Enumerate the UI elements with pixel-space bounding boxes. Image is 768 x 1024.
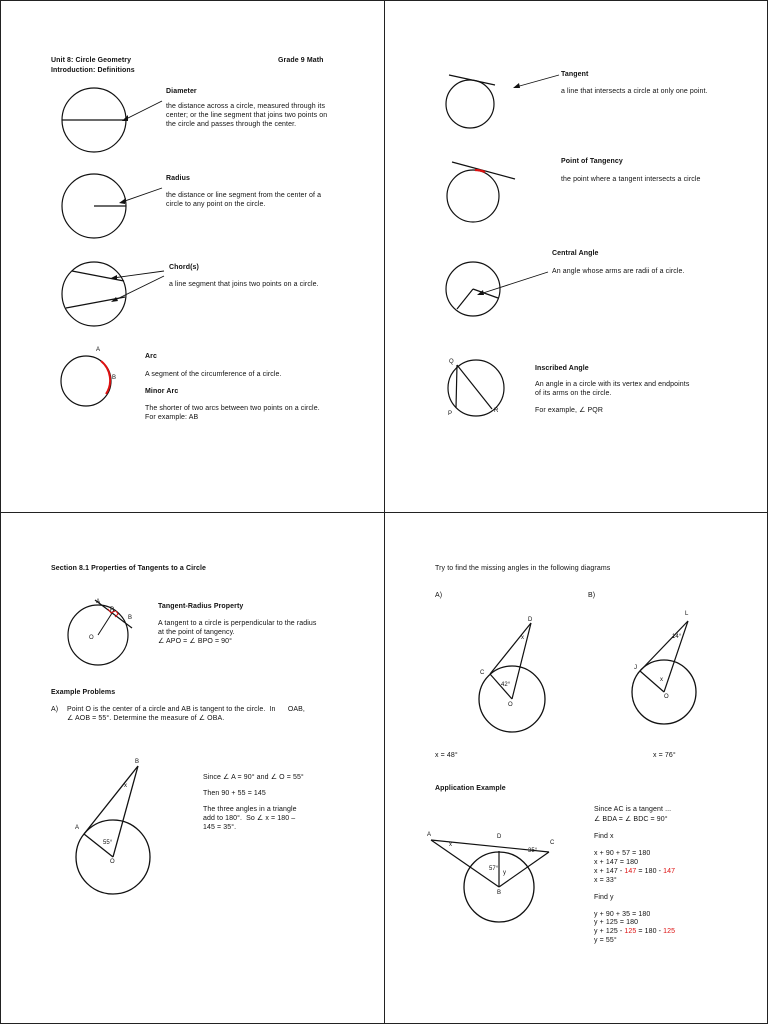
property-text: A tangent to a circle is perpendicular to the radius at the point of tangency. — [158, 620, 317, 636]
diameter-figure — [62, 88, 162, 152]
page-definitions-1 — [0, 0, 385, 513]
point-of-tangency-figure — [447, 162, 515, 222]
fig2-point-o: O — [110, 859, 115, 865]
property-angles: ∠ APO = ∠ BPO = 90° — [158, 638, 233, 645]
y-step-2: y + 125 = 180 — [594, 919, 639, 926]
minor-arc-definition: The shorter of two arcs between two points on a circle. — [145, 405, 320, 412]
examples-heading: Example Problems — [51, 689, 116, 696]
diagram-a-angle-x: x — [521, 635, 525, 641]
inscribed-angle-term: Inscribed Angle — [535, 365, 589, 372]
solution-line-1: Since ∠ A = 90° and ∠ O = 55° — [203, 774, 304, 781]
find-y-heading: Find y — [594, 894, 614, 901]
diagram-a-point-o: O — [508, 702, 513, 708]
chord-definition: a line segment that joins two points on a circle. — [169, 281, 319, 288]
arc-figure — [61, 356, 111, 406]
app-angle-57: 57° — [489, 866, 499, 872]
practice-figures — [385, 513, 768, 1024]
arc-point-b: B — [112, 375, 117, 381]
fig-point-o: O — [89, 635, 94, 641]
minor-arc-example: For example: AB — [145, 414, 199, 421]
x-result: x = 33° — [594, 877, 617, 884]
fig-point-b: B — [128, 615, 133, 621]
instructions: Try to find the missing angles in the following diagrams — [435, 565, 611, 572]
answer-b: x = 76° — [653, 752, 676, 759]
app-point-d: D — [497, 834, 502, 840]
diagram-a-point-c: C — [480, 670, 485, 676]
diagram-b-point-o: O — [664, 694, 669, 700]
app-angle-x: x — [449, 842, 453, 848]
diameter-term: Diameter — [166, 88, 197, 95]
intro-subtitle: Introduction: Definitions — [51, 67, 135, 74]
inscribed-point-r: R — [494, 408, 499, 414]
property-title: Tangent-Radius Property — [158, 603, 244, 610]
section-title: Section 8.1 Properties of Tangents to a Circle — [51, 565, 207, 572]
diagram-b-angle-14: 14° — [672, 634, 682, 640]
app-point-b: B — [497, 890, 502, 896]
tangent-figures — [1, 513, 385, 1024]
y-step-3: y + 125 - 125 = 180 - 125 — [594, 928, 676, 935]
example-triangle-figure — [76, 766, 150, 894]
app-point-a: A — [427, 832, 432, 838]
application-title: Application Example — [435, 785, 506, 792]
inscribed-angle-definition: An angle in a circle with its vertex and endpoints of its arms on the circle. — [535, 381, 690, 397]
radius-term: Radius — [166, 175, 190, 182]
page-practice — [384, 512, 768, 1024]
point-of-tangency-term: Point of Tangency — [561, 158, 623, 165]
inscribed-point-p: P — [448, 411, 453, 417]
arc-term: Arc — [145, 353, 157, 360]
solution-line-2: Then 90 + 55 = 145 — [203, 790, 266, 797]
x-step-3: x + 147 - 147 = 180 - 147 — [594, 868, 676, 875]
y-step-1: y + 90 + 35 = 180 — [594, 911, 651, 918]
fig-point-p: P — [110, 607, 115, 613]
tangent-figure — [446, 75, 559, 128]
inscribed-angle-example: For example, ∠ PQR — [535, 407, 603, 414]
fig2-angle-x: x — [124, 783, 128, 789]
diagram-b — [632, 621, 696, 724]
fig-point-a: A — [96, 599, 101, 605]
central-angle-figure — [446, 262, 548, 316]
chord-figure — [62, 262, 164, 326]
fig2-angle-55: 55° — [103, 840, 113, 846]
chord-term: Chord(s) — [169, 264, 199, 271]
diagram-a-point-d: D — [528, 617, 533, 623]
part-b-label: B) — [588, 592, 596, 599]
y-result: y = 55° — [594, 937, 617, 944]
right-angles: ∠ BDA = ∠ BDC = 90° — [594, 816, 668, 823]
diagram-b-point-l: L — [685, 611, 689, 617]
definition-figures-1 — [1, 1, 385, 513]
point-of-tangency-definition: the point where a tangent intersects a circle — [561, 176, 701, 183]
tangent-term: Tangent — [561, 71, 589, 78]
page-tangent-properties — [0, 512, 385, 1024]
since-tangent: Since AC is a tangent ... — [594, 806, 672, 813]
fig2-point-b: B — [135, 759, 140, 765]
part-a-label: A) — [435, 592, 443, 599]
central-angle-definition: An angle whose arms are radii of a circle. — [552, 268, 685, 275]
app-point-c: C — [550, 840, 555, 846]
solution-line-3: The three angles in a triangle add to 180°. So ∠ x = 180 – 145 = 35°. — [203, 806, 297, 831]
diagram-a-angle-42: 42° — [501, 682, 511, 688]
grade-label: Grade 9 Math — [278, 57, 324, 64]
tangent-definition: a line that intersects a circle at only one point. — [561, 88, 708, 95]
problem-text: Point O is the center of a circle and AB is tangent to the circle. In OAB, ∠ AOB = 55°. Determine the measure of ∠ OBA. — [67, 706, 305, 722]
radius-definition: the distance or line segment from the center of a circle to any point on the circle. — [166, 192, 322, 208]
arc-definition: A segment of the circumference of a circle. — [145, 371, 282, 378]
find-x-heading: Find x — [594, 833, 614, 840]
minor-arc-term: Minor Arc — [145, 388, 179, 395]
x-step-1: x + 90 + 57 = 180 — [594, 850, 651, 857]
diagram-b-point-j: J — [634, 665, 638, 671]
central-angle-term: Central Angle — [552, 250, 599, 257]
diagram-a — [479, 623, 545, 732]
unit-title: Unit 8: Circle Geometry — [51, 57, 132, 64]
radius-figure — [62, 174, 162, 238]
tangent-radius-figure — [68, 600, 132, 665]
diameter-definition: the distance across a circle, measured through its center; or the line segment that joins two points on the circle and passes through the center. — [166, 103, 328, 128]
answer-a: x = 48° — [435, 752, 458, 759]
diagram-b-angle-x: x — [660, 677, 664, 683]
app-angle-y: y — [503, 870, 507, 876]
problem-label: A) — [51, 706, 59, 713]
page-definitions-2 — [384, 0, 768, 513]
app-angle-35: 35° — [528, 848, 538, 854]
x-step-2: x + 147 = 180 — [594, 859, 639, 866]
inscribed-point-q: Q — [449, 359, 454, 365]
fig2-point-a: A — [75, 825, 80, 831]
arc-point-a: A — [96, 347, 101, 353]
